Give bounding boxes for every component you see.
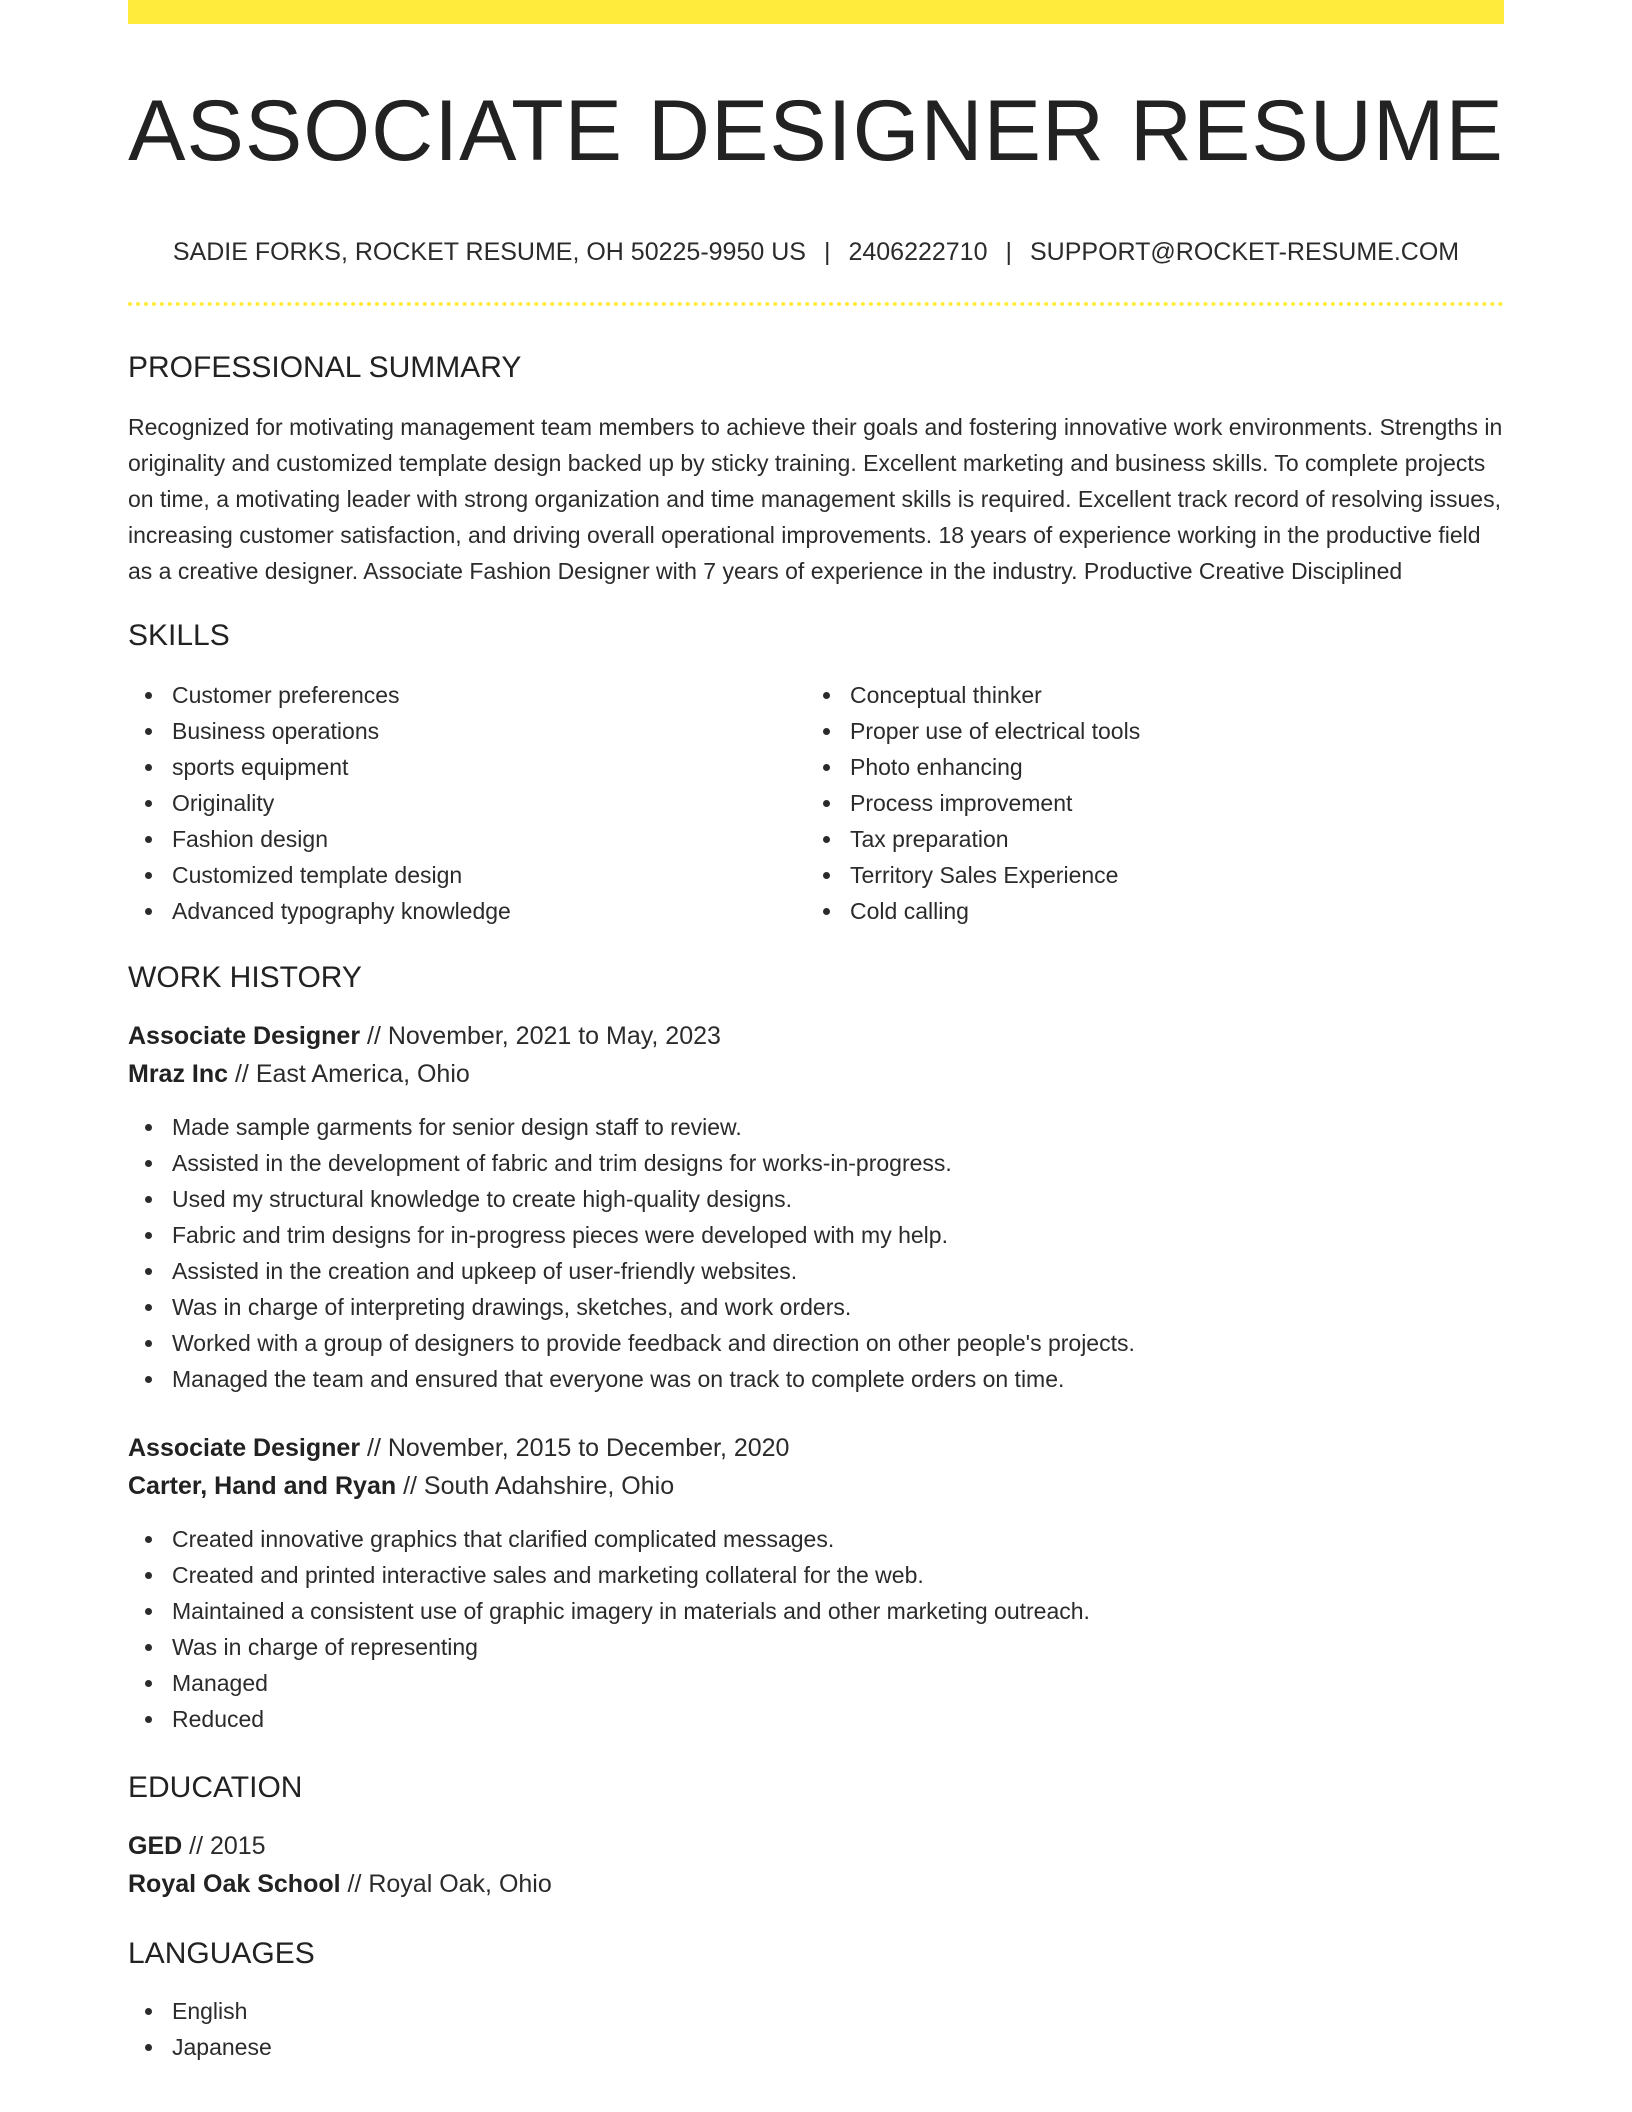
job-company: Mraz Inc bbox=[128, 1060, 229, 1088]
resume-title: ASSOCIATE DESIGNER RESUME bbox=[128, 83, 1504, 179]
contact-separator: | bbox=[1005, 238, 1012, 266]
skill-item: Cold calling bbox=[850, 893, 1484, 929]
contact-phone[interactable]: 2406222710 bbox=[848, 238, 988, 266]
summary-text: Recognized for motivating management team members to achieve their goals and fostering innovative work environments. Strengths in originality and customized template design backed up by sticky training. Excellent marketing and business skills. To complete projects on time, a motivating leader with strong organization and time management skills is required. Excellent track record of resolving issues, increasing customer satisfaction, and driving overall operational improvements. 18 years of experience working in the productive field as a creative designer. Associate Fashion Designer with 7 years of experience in the industry. Productive Creative Disciplined bbox=[128, 414, 1503, 584]
skills-left-list bbox=[128, 677, 806, 929]
skill-item: Advanced typography knowledge bbox=[172, 893, 806, 929]
education-school: Royal Oak School bbox=[128, 1870, 341, 1898]
job-duty: Was in charge of representing bbox=[172, 1629, 1504, 1665]
dotted-divider bbox=[128, 302, 1504, 306]
job-company-line bbox=[128, 1055, 1504, 1093]
job-duty: Created innovative graphics that clarified complicated messages. bbox=[172, 1521, 1504, 1557]
education-degree: GED bbox=[128, 1832, 183, 1860]
languages-heading: LANGUAGES bbox=[128, 1937, 315, 1970]
job-duty: Used my structural knowledge to create high-quality designs. bbox=[172, 1181, 1504, 1217]
skill-item: Business operations bbox=[172, 713, 806, 749]
job-duty: Assisted in the creation and upkeep of user-friendly websites. bbox=[172, 1253, 1504, 1289]
skill-item: Customized template design bbox=[172, 857, 806, 893]
job-title: Associate Designer bbox=[128, 1022, 361, 1050]
skill-item: sports equipment bbox=[172, 749, 806, 785]
skill-item: Photo enhancing bbox=[850, 749, 1484, 785]
skill-item: Originality bbox=[172, 785, 806, 821]
job-dates: // November, 2021 to May, 2023 bbox=[360, 1022, 721, 1050]
summary-heading: PROFESSIONAL SUMMARY bbox=[128, 351, 522, 384]
language-item: English bbox=[172, 1993, 1504, 2029]
skill-item: Conceptual thinker bbox=[850, 677, 1484, 713]
contact-separator: | bbox=[823, 238, 831, 266]
education-year: // 2015 bbox=[182, 1832, 266, 1860]
job-company-line bbox=[128, 1467, 1504, 1505]
job-duties-list bbox=[128, 1109, 1504, 1397]
skills-column-right bbox=[806, 677, 1484, 929]
job-dates: // November, 2015 to December, 2020 bbox=[360, 1434, 790, 1462]
skill-item: Tax preparation bbox=[850, 821, 1484, 857]
job-duty: Created and printed interactive sales and marketing collateral for the web. bbox=[172, 1557, 1504, 1593]
job-location: // East America, Ohio bbox=[228, 1060, 470, 1088]
job-duty: Worked with a group of designers to provide feedback and direction on other people's projects. bbox=[172, 1325, 1504, 1361]
job-duty: Reduced bbox=[172, 1701, 1504, 1737]
job-duty: Assisted in the development of fabric and trim designs for works-in-progress. bbox=[172, 1145, 1504, 1181]
education-location: // Royal Oak, Ohio bbox=[340, 1870, 552, 1898]
contact-address: SADIE FORKS, ROCKET RESUME, OH 50225-9950 US bbox=[172, 238, 806, 266]
job-duties-list bbox=[128, 1521, 1504, 1737]
job-entry bbox=[128, 1017, 1504, 1397]
skills-list bbox=[128, 677, 1504, 929]
skill-item: Process improvement bbox=[850, 785, 1484, 821]
skill-item: Fashion design bbox=[172, 821, 806, 857]
job-duty: Fabric and trim designs for in-progress pieces were developed with my help. bbox=[172, 1217, 1504, 1253]
job-location: // South Adahshire, Ohio bbox=[396, 1472, 675, 1500]
skills-column-left bbox=[128, 677, 806, 929]
job-duty: Managed bbox=[172, 1665, 1504, 1701]
top-accent-bar bbox=[128, 0, 1504, 24]
contact-email[interactable]: SUPPORT@ROCKET-RESUME.COM bbox=[1030, 238, 1460, 266]
education-heading: EDUCATION bbox=[128, 1771, 303, 1804]
job-company: Carter, Hand and Ryan bbox=[128, 1472, 397, 1500]
job-duty: Managed the team and ensured that everyone was on track to complete orders on time. bbox=[172, 1361, 1504, 1397]
languages-list bbox=[128, 1993, 1504, 2065]
job-title: Associate Designer bbox=[128, 1434, 361, 1462]
language-item: Japanese bbox=[172, 2029, 1504, 2065]
job-duty: Maintained a consistent use of graphic imagery in materials and other marketing outreach. bbox=[172, 1593, 1504, 1629]
education-degree-line bbox=[128, 1827, 1504, 1865]
job-title-line bbox=[128, 1017, 1504, 1055]
education-entry bbox=[128, 1827, 1504, 1903]
skill-item: Customer preferences bbox=[172, 677, 806, 713]
education-school-line bbox=[128, 1865, 1504, 1903]
work-history-heading: WORK HISTORY bbox=[128, 961, 362, 994]
contact-line bbox=[128, 240, 1504, 265]
skill-item: Proper use of electrical tools bbox=[850, 713, 1484, 749]
job-duty: Was in charge of interpreting drawings, sketches, and work orders. bbox=[172, 1289, 1504, 1325]
skills-right-list bbox=[806, 677, 1484, 929]
skill-item: Territory Sales Experience bbox=[850, 857, 1484, 893]
skills-heading: SKILLS bbox=[128, 619, 230, 652]
job-title-line bbox=[128, 1429, 1504, 1467]
job-duty: Made sample garments for senior design staff to review. bbox=[172, 1109, 1504, 1145]
job-entry bbox=[128, 1429, 1504, 1737]
resume-page bbox=[128, 0, 1504, 2065]
